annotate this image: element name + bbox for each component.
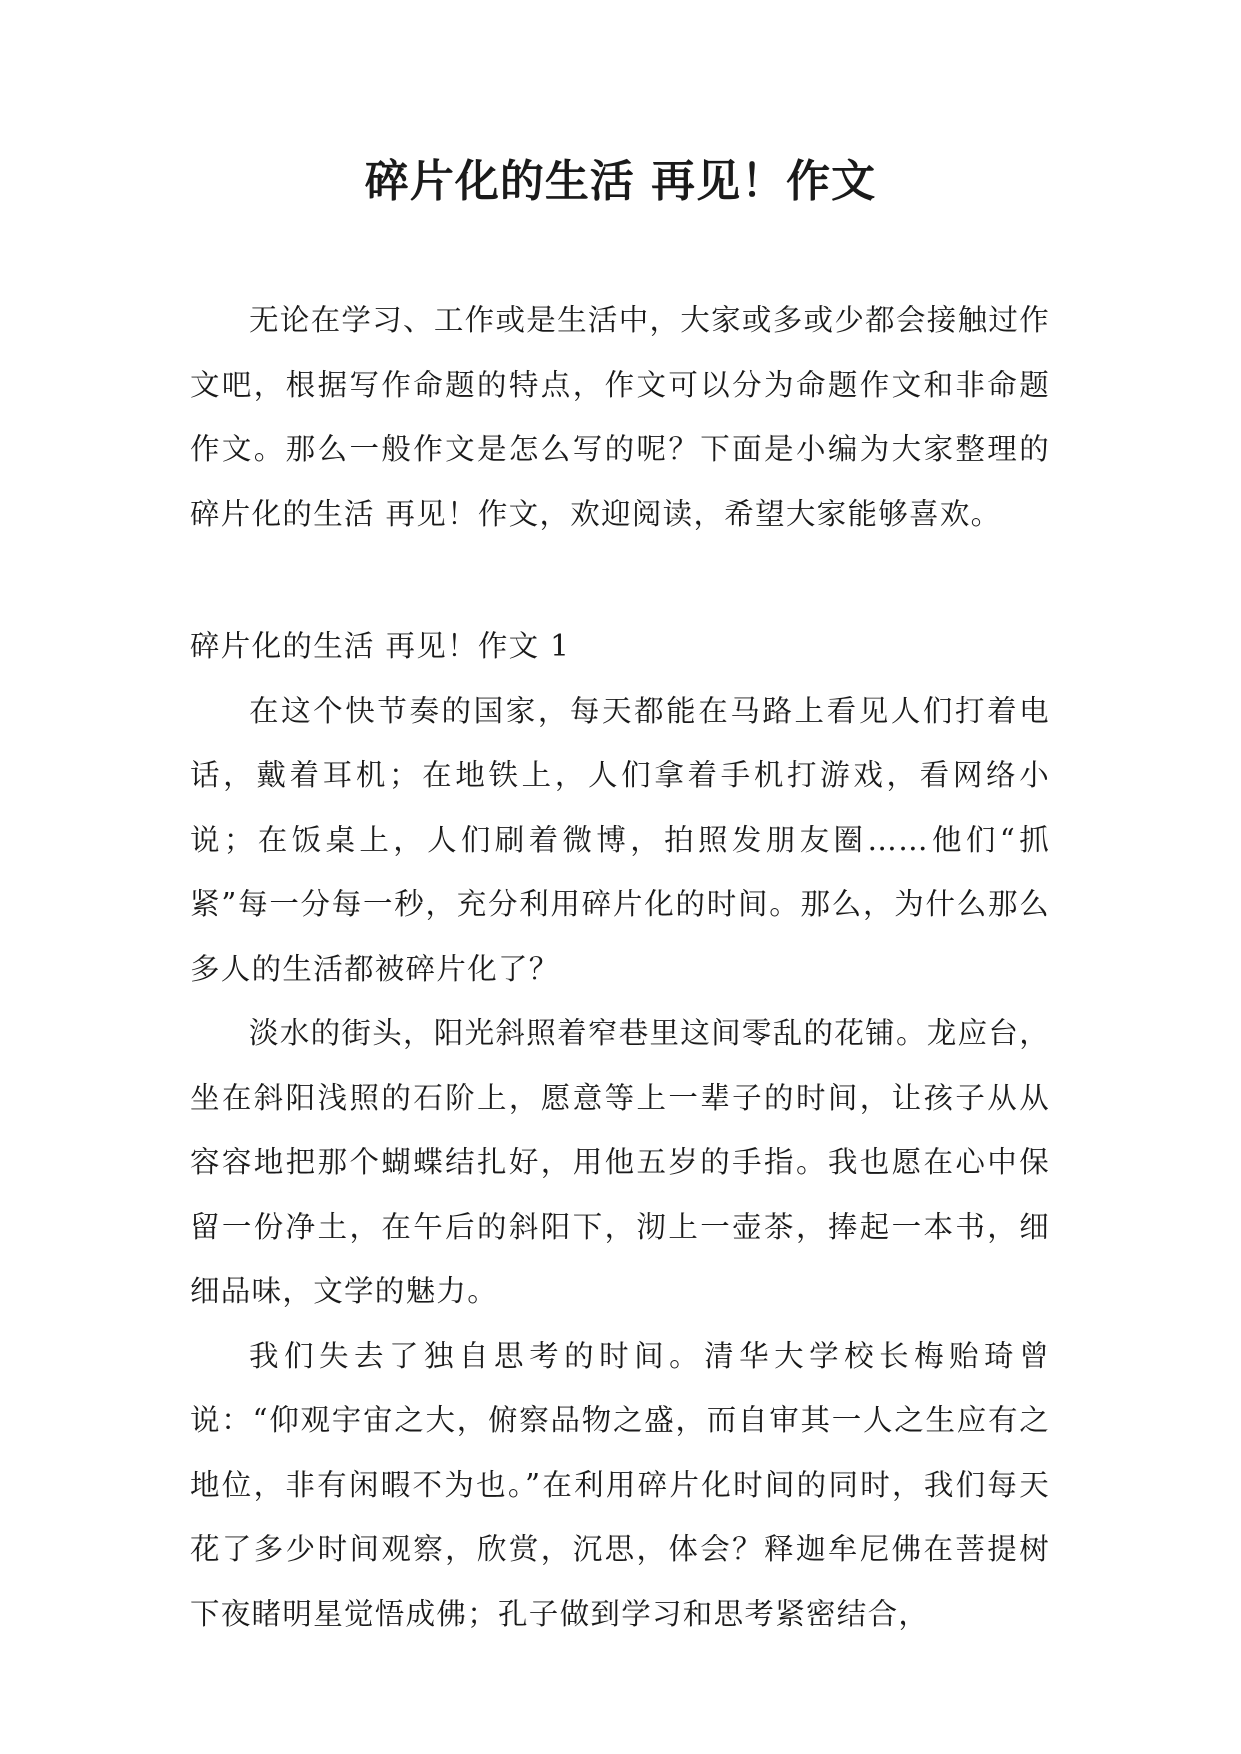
document-title: 碎片化的生活 再见！作文 <box>364 156 877 207</box>
intro-paragraph: 无论在学习、工作或是生活中，大家或多或少都会接触过作文吧，根据写作命题的特点，作文可以分为命题作文和非命题作文。那么一般作文是怎么写的呢？下面是小编为大家整理的碎片化的生活 再见！作文，欢迎阅读，希望大家能够喜欢。 <box>190 303 1050 531</box>
section-heading: 碎片化的生活 再见！作文 1 <box>190 629 571 663</box>
document-body <box>190 288 1050 1646</box>
spacer <box>190 546 1050 614</box>
body-paragraph: 我们失去了独自思考的时间。清华大学校长梅贻琦曾说：“仰观宇宙之大，俯察品物之盛，而自审其一人之生应有之地位，非有闲暇不为也。”在利用碎片化时间的同时，我们每天花了多少时间观察，欣赏，沉思，体会？释迦牟尼佛在菩提树下夜睹明星觉悟成佛；孔子做到学习和思考紧密结合， <box>190 1338 1050 1631</box>
body-paragraph: 在这个快节奏的国家，每天都能在马路上看见人们打着电话，戴着耳机；在地铁上，人们拿着手机打游戏，看网络小说；在饭桌上，人们刷着微博，拍照发朋友圈……他们“抓紧”每一分每一秒，充分利用碎片化的时间。那么，为什么那么多人的生活都被碎片化了？ <box>190 693 1050 986</box>
body-paragraph: 淡水的街头，阳光斜照着窄巷里这间零乱的花铺。龙应台，坐在斜阳浅照的石阶上，愿意等上一辈子的时间，让孩子从从容容地把那个蝴蝶结扎好，用他五岁的手指。我也愿在心中保留一份净土，在午后的斜阳下，沏上一壶茶，捧起一本书，细细品味，文学的魅力。 <box>190 1016 1050 1308</box>
